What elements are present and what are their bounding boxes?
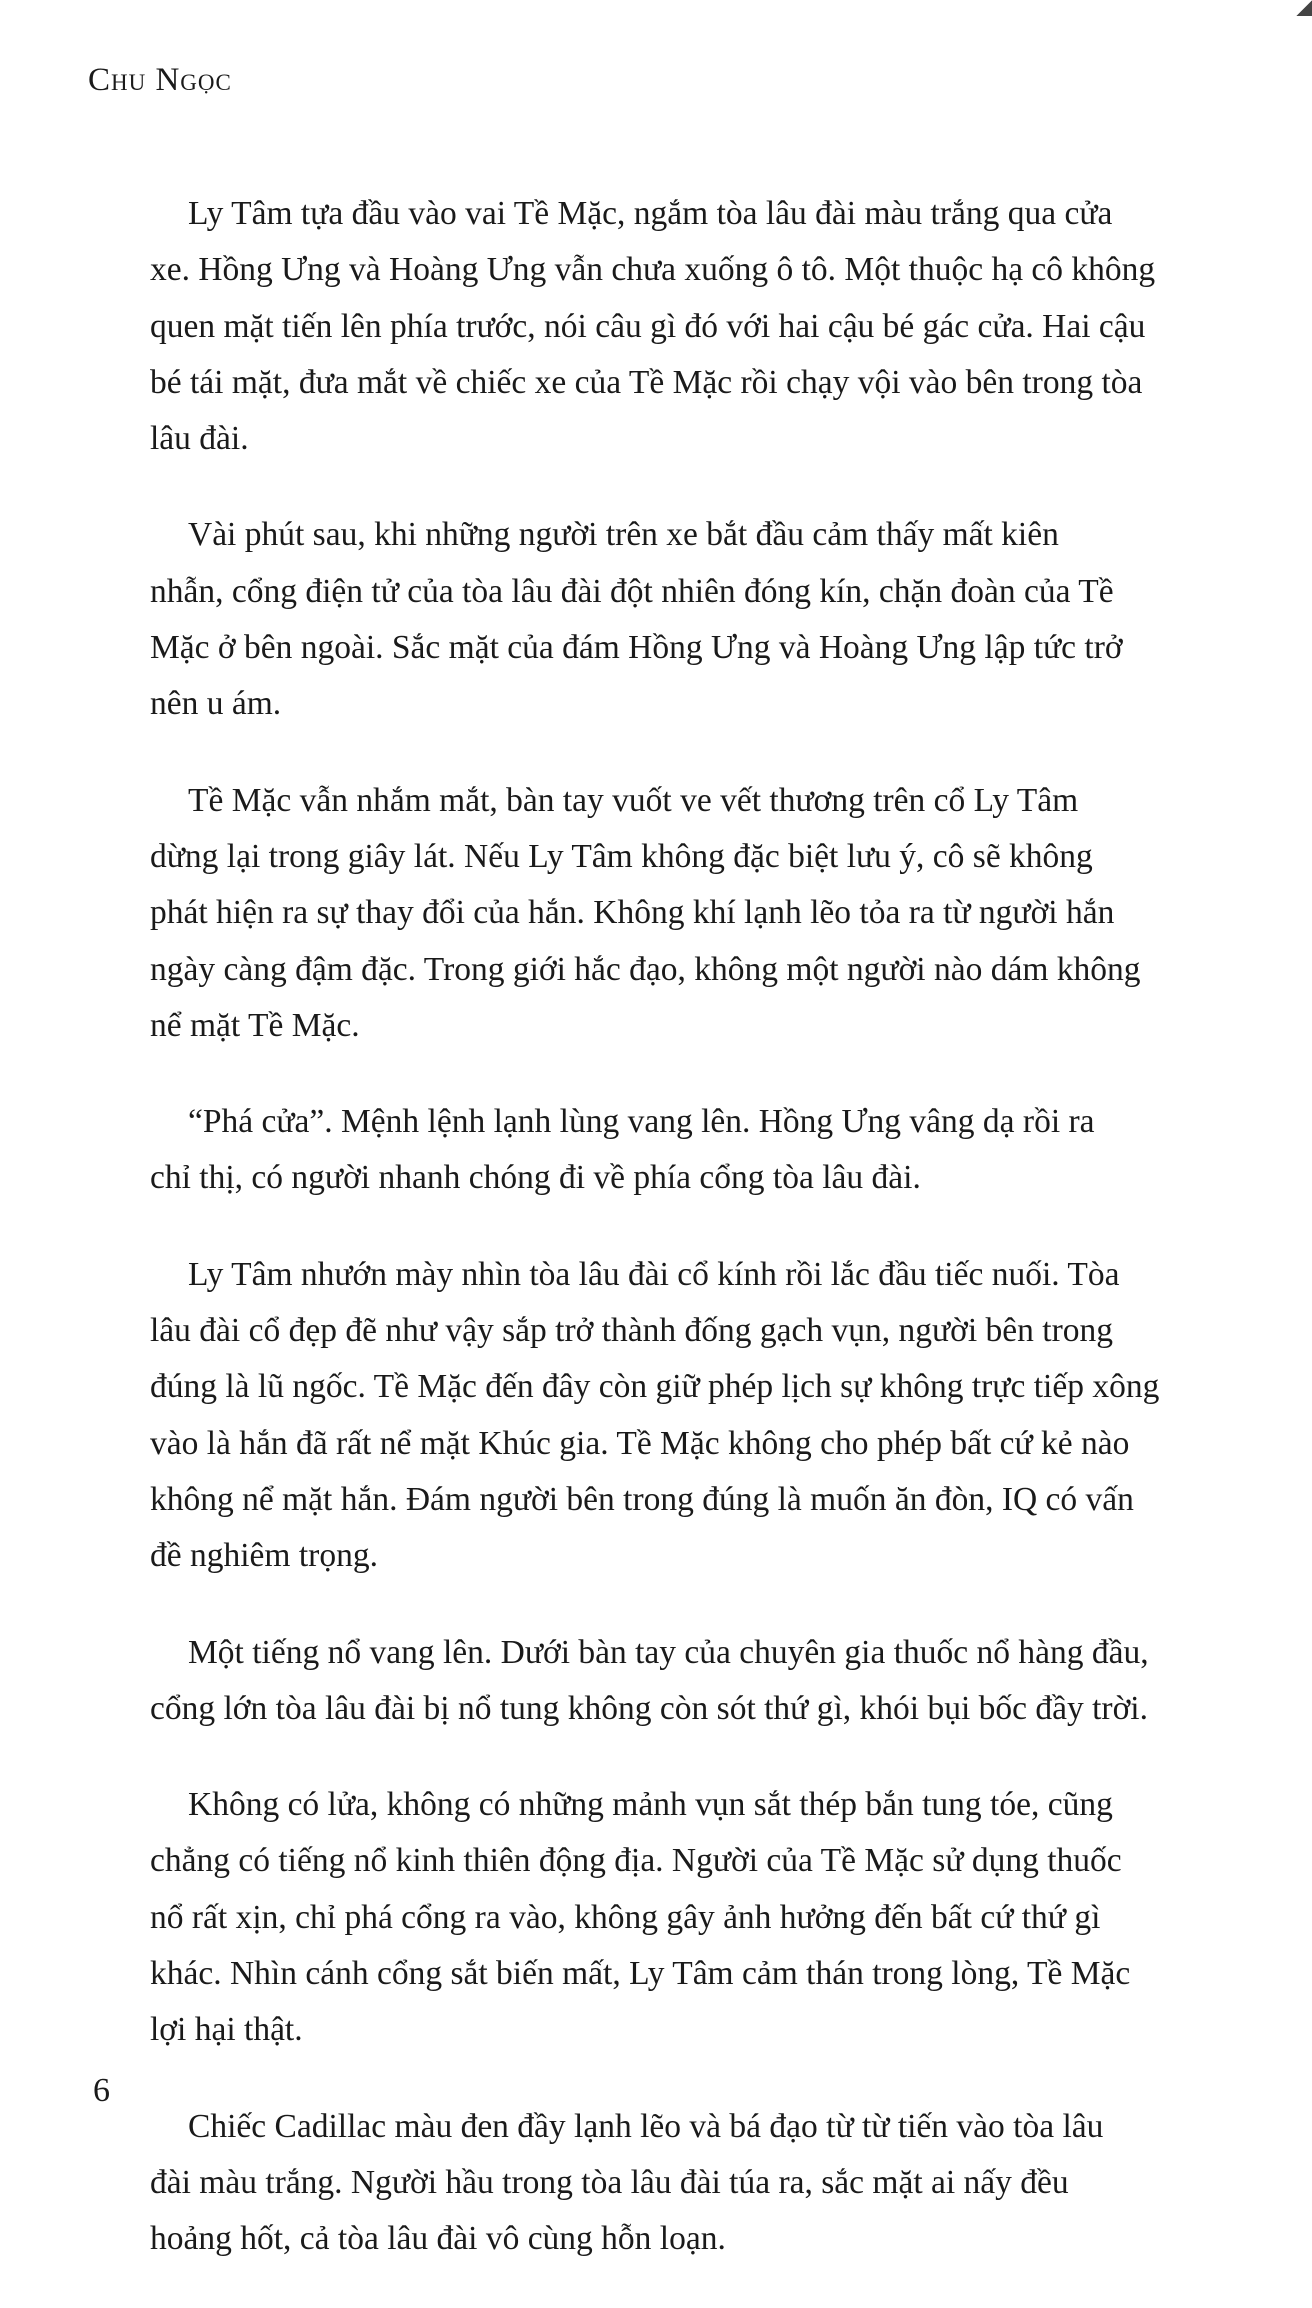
text-line: ngày càng đậm đặc. Trong giới hắc đạo, không một người nào dám không [150, 950, 1141, 988]
text-line: Một tiếng nổ vang lên. Dưới bàn tay của chuyên gia thuốc nổ hàng đầu, [188, 1633, 1149, 1671]
text-line: đề nghiêm trọng. [150, 1537, 378, 1575]
text-line: quen mặt tiến lên phía trước, nói câu gì đó với hai cậu bé gác cửa. Hai cậu [150, 307, 1146, 345]
body-text [150, 186, 1245, 2308]
text-line: dừng lại trong giây lát. Nếu Ly Tâm không đặc biệt lưu ý, cô sẽ không [150, 837, 1093, 875]
text-line: nên u ám. [150, 685, 282, 723]
text-line: chỉ thị, có người nhanh chóng đi về phía cổng tòa lâu đài. [150, 1159, 921, 1197]
text-line: nể mặt Tề Mặc. [150, 1006, 360, 1044]
text-line: Ly Tâm nhướn mày nhìn tòa lâu đài cổ kính rồi lắc đầu tiếc nuối. Tòa [188, 1255, 1120, 1293]
text-line: đúng là lũ ngốc. Tề Mặc đến đây còn giữ phép lịch sự không trực tiếp xông [150, 1368, 1160, 1406]
text-line: “Phá cửa”. Mệnh lệnh lạnh lùng vang lên. Hồng Ưng vâng dạ rồi ra [188, 1103, 1095, 1141]
paragraph [150, 1625, 1245, 1738]
paragraph [150, 2099, 1245, 2268]
paragraph [150, 1247, 1245, 1585]
text-line: hoảng hốt, cả tòa lâu đài vô cùng hỗn loạn. [150, 2220, 726, 2258]
text-line: lợi hại thật. [150, 2011, 303, 2049]
text-line: cổng lớn tòa lâu đài bị nổ tung không còn sót thứ gì, khói bụi bốc đầy trời. [150, 1689, 1148, 1727]
paragraph [150, 507, 1245, 732]
text-line: nhẫn, cổng điện tử của tòa lâu đài đột nhiên đóng kín, chặn đoàn của Tề [150, 572, 1114, 610]
text-line: chẳng có tiếng nổ kinh thiên động địa. Người của Tề Mặc sử dụng thuốc [150, 1842, 1122, 1880]
paragraph [150, 773, 1245, 1054]
text-line: Mặc ở bên ngoài. Sắc mặt của đám Hồng Ưng và Hoàng Ưng lập tức trở [150, 629, 1123, 667]
text-line: phát hiện ra sự thay đổi của hắn. Không khí lạnh lẽo tỏa ra từ người hắn [150, 894, 1115, 932]
text-line: Vài phút sau, khi những người trên xe bắt đầu cảm thấy mất kiên [188, 516, 1059, 554]
text-line: Tề Mặc vẫn nhắm mắt, bàn tay vuốt ve vết thương trên cổ Ly Tâm [188, 781, 1079, 819]
text-line: đài màu trắng. Người hầu trong tòa lâu đài túa ra, sắc mặt ai nấy đều [150, 2163, 1069, 2201]
text-line: khác. Nhìn cánh cổng sắt biến mất, Ly Tâm cảm thán trong lòng, Tề Mặc [150, 1955, 1131, 1993]
paragraph [150, 1094, 1245, 1207]
text-line: nổ rất xịn, chỉ phá cổng ra vào, không gây ảnh hưởng đến bất cứ thứ gì [150, 1898, 1101, 1936]
page-corner-mark [1296, 0, 1312, 16]
paragraph [150, 186, 1245, 467]
text-line: vào là hắn đã rất nể mặt Khúc gia. Tề Mặc không cho phép bất cứ kẻ nào [150, 1424, 1130, 1462]
text-line: lâu đài. [150, 420, 249, 458]
text-line: xe. Hồng Ưng và Hoàng Ưng vẫn chưa xuống ô tô. Một thuộc hạ cô không [150, 251, 1156, 289]
text-line: bé tái mặt, đưa mắt về chiếc xe của Tề Mặc rồi chạy vội vào bên trong tòa [150, 363, 1143, 401]
running-head: Chu Ngọc [88, 62, 232, 98]
text-line: Không có lửa, không có những mảnh vụn sắt thép bắn tung tóe, cũng [188, 1786, 1113, 1824]
text-line: lâu đài cổ đẹp đẽ như vậy sắp trở thành đống gạch vụn, người bên trong [150, 1312, 1113, 1350]
text-line: Chiếc Cadillac màu đen đầy lạnh lẽo và bá đạo từ từ tiến vào tòa lâu [188, 2107, 1104, 2145]
paragraph [150, 1777, 1245, 2058]
text-line: không nể mặt hắn. Đám người bên trong đúng là muốn ăn đòn, IQ có vấn [150, 1480, 1134, 1518]
text-line: Ly Tâm tựa đầu vào vai Tề Mặc, ngắm tòa lâu đài màu trắng qua cửa [188, 195, 1113, 232]
page-number: 6 [93, 2072, 110, 2109]
